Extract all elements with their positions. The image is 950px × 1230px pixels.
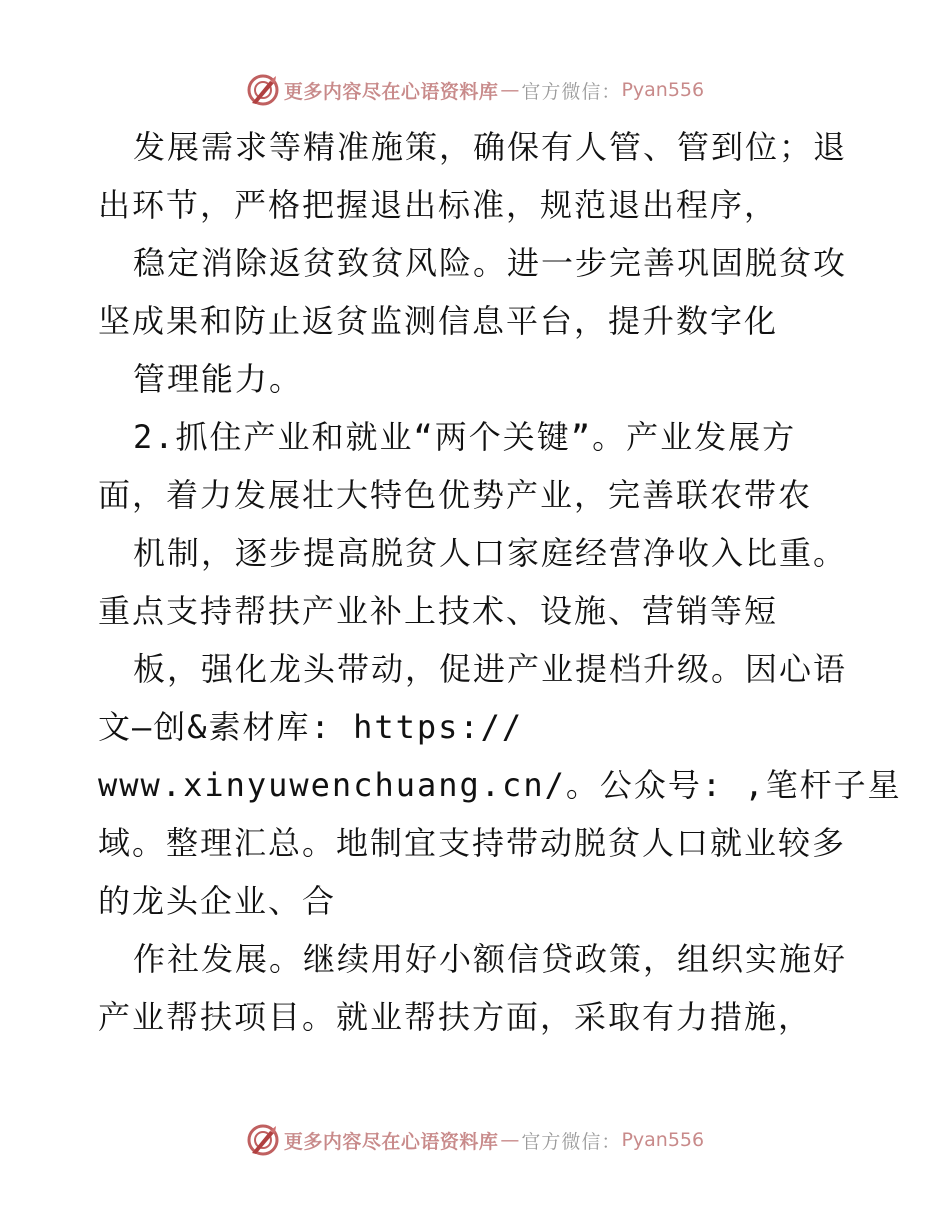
header-banner [0,70,950,110]
quill-pen-logo-icon [246,73,280,107]
text-line: 发展需求等精准施策，确保有人管、管到位；退 [133,128,848,166]
banner-main-text: 更多内容尽在心语资料库 [283,1130,499,1153]
text-line: 出环节，严格把握退出标准，规范退出程序， [98,186,779,224]
banner-wechat-id: Pyan556 [621,1129,705,1151]
text-line: www.xinyuwenchuang.cn/。公众号: ,笔杆子星 [98,766,902,804]
banner-sub-text: 官方微信： [521,1130,622,1153]
text-line: 2.抓住产业和就业“两个关键”。产业发展方 [133,418,797,456]
banner-dash: — [500,1129,520,1151]
text-line: 管理能力。 [133,360,304,398]
banner-main-text: 更多内容尽在心语资料库 [283,80,499,103]
text-line: 的龙头企业、合 [98,882,337,920]
footer-banner [0,1120,950,1160]
banner-dash: — [500,79,520,101]
text-line: 域。整理汇总。地制宜支持带动脱贫人口就业较多 [98,824,847,862]
text-line: 产业帮扶项目。就业帮扶方面，采取有力措施， [98,998,813,1036]
banner-sub-text: 官方微信： [521,80,622,103]
banner-wechat-id: Pyan556 [621,79,705,101]
text-line: 机制，逐步提高脱贫人口家庭经营净收入比重。 [133,534,848,572]
quill-pen-logo-icon [246,1123,280,1157]
text-line: 板，强化龙头带动，促进产业提档升级。因心语 [133,650,848,688]
text-line: 坚成果和防止返贫监测信息平台，提升数字化 [98,302,779,340]
text-line: 重点支持帮扶产业补上技术、设施、营销等短 [98,592,779,630]
text-line: 作社发展。继续用好小额信贷政策，组织实施好 [133,940,848,978]
text-line: 稳定消除返贫致贫风险。进一步完善巩固脱贫攻 [133,244,848,282]
text-line: 面，着力发展壮大特色优势产业，完善联农带农 [98,476,813,514]
text-line: 文—创&素材库: https:// [98,708,524,746]
